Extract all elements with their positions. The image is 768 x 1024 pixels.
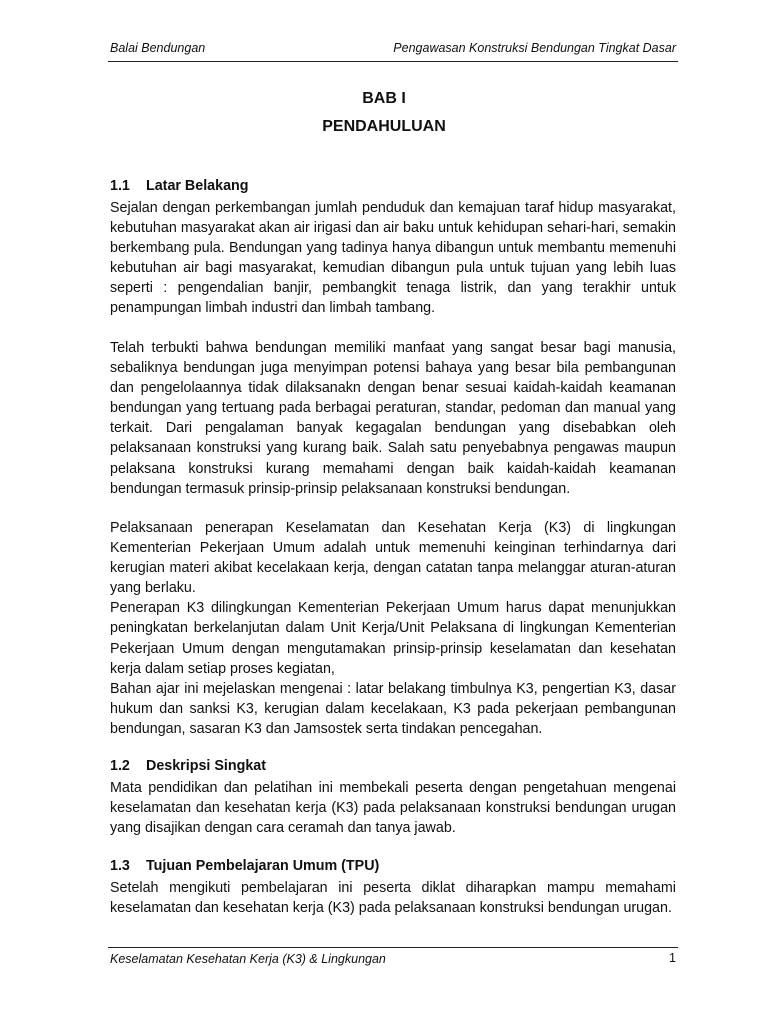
header-right-text: Pengawasan Konstruksi Bendungan Tingkat Dasar: [393, 41, 676, 55]
section-number: 1.2: [110, 758, 130, 774]
paragraph-text: Pelaksanaan penerapan Keselamatan dan Kesehatan Kerja (K3) di lingkungan Kementerian Pekerjaan Umum adalah untuk memenuhi keinginan terhindarnya dari kerugian materi akibat kecelakaan kerja, dengan catatan tanpa melanggar aturan-aturan yang berlaku.: [110, 520, 676, 597]
header-rule: [108, 61, 678, 62]
paragraph-text: Bahan ajar ini mejelaskan mengenai : latar belakang timbulnya K3, pengertian K3, dasar hukum dan sanksi K3, kerugian dalam kecelakaan, K3 pada pekerjaan pembangunan bendungan, sasaran K3 dan Jamsostek serta tindakan pencegahan.: [110, 680, 676, 737]
page-header: [110, 41, 676, 59]
header-left-text: Balai Bendungan: [110, 41, 206, 55]
paragraph: [110, 338, 676, 499]
paragraph-text: Sejalan dengan perkembangan jumlah penduduk dan kemajuan taraf hidup masyarakat, kebutuhan masyarakat akan air irigasi dan air baku untuk kehidupan sehari-hari, semakin berkembang pula. Bendungan yang tadinya hanya dibangun untuk membantu memenuhi kebutuhan air bagi masyarakat, kemudian dibangun pula untuk tujuan yang lebih luas seperti : pengendalian banjir, pembangkit tenaga listrik, dan yang terakhir untuk penampungan limbah industri dan limbah tambang.: [110, 200, 676, 317]
paragraph-text: Penerapan K3 dilingkungan Kementerian Pekerjaan Umum harus dapat menunjukkan peningkatan berkelanjutan dalam Unit Kerja/Unit Pelaksana di lingkungan Kementerian Pekerjaan Umum dengan mengutamakan prinsip-prinsip keselamatan dan kesehatan kerja dalam setiap proses kegiatan,: [110, 600, 676, 677]
section-title: Latar Belakang: [146, 178, 249, 194]
section-title: Deskripsi Singkat: [146, 758, 266, 774]
paragraph-text: Setelah mengikuti pembelajaran ini peserta diklat diharapkan mampu memahami keselamatan dan kesehatan kerja (K3) pada pelaksanaan konstruksi bendungan urugan.: [110, 880, 676, 917]
paragraph-text: Telah terbukti bahwa bendungan memiliki manfaat yang sangat besar bagi manusia, sebaliknya bendungan juga menyimpan potensi bahaya yang besar bila pembangunan dan pengelolaannya tidak dilaksanakn dengan benar sesuai kaidah-kaidah keamanan bendungan yang tertuang pada berbagai peraturan, standar, pedoman dan manual yang terkait. Dari pengalaman banyak kegagalan bendungan yang disebabkan oleh pelaksanaan konstruksi yang kurang baik. Salah satu penyebabnya pengawas maupun pelaksana konstruksi kurang memahami dengan baik kaidah-kaidah keamanan bendungan termasuk prinsip-prinsip pelaksanaan konstruksi bendungan.: [110, 340, 676, 497]
page-number: 1: [669, 951, 676, 965]
paragraph: [110, 518, 676, 739]
paragraph: [110, 198, 676, 319]
paragraph: [110, 878, 676, 918]
footer-rule: [108, 947, 678, 948]
chapter-number: BAB I: [362, 90, 406, 107]
section-number: 1.1: [110, 178, 130, 194]
section-heading-1-3: [110, 858, 379, 874]
section-heading-1-2: [110, 758, 266, 774]
section-title: Tujuan Pembelajaran Umum (TPU): [146, 858, 380, 874]
footer-left-text: Keselamatan Kesehatan Kerja (K3) & Lingkungan: [110, 952, 386, 966]
chapter-title: PENDAHULUAN: [322, 118, 446, 135]
section-number: 1.3: [110, 858, 130, 874]
paragraph-text: Mata pendidikan dan pelatihan ini membekali peserta dengan pengetahuan mengenai keselamatan dan kesehatan kerja (K3) pada pelaksanaan konstruksi bendungan urugan yang disajikan dengan cara ceramah dan tanya jawab.: [110, 780, 676, 837]
section-heading-1-1: [110, 178, 249, 194]
paragraph: [110, 778, 676, 838]
